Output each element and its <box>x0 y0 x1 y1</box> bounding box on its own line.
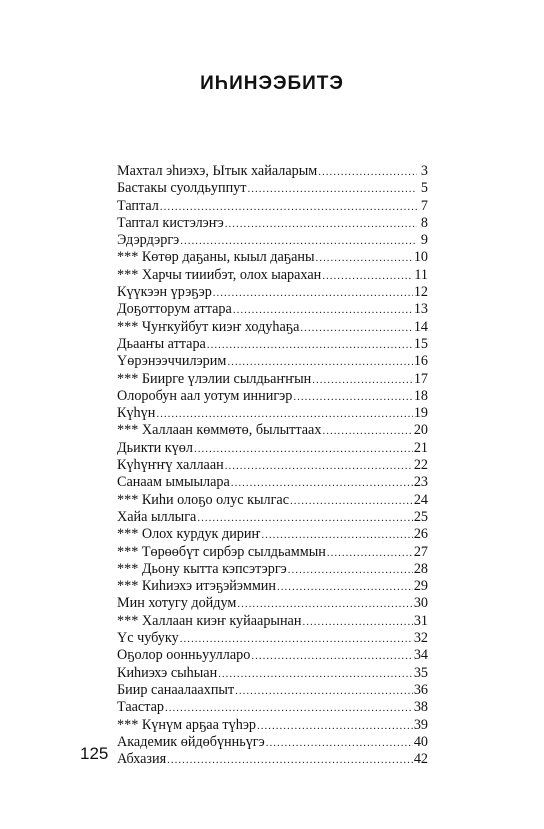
dot-leader <box>277 579 413 596</box>
toc-entry-page: 24 <box>413 491 428 508</box>
toc-entry-title: Таптал <box>117 197 159 214</box>
dot-leader <box>197 510 412 527</box>
toc-entry-title: Доҕотторум аттара <box>117 301 232 318</box>
dot-leader <box>167 752 413 769</box>
toc-entry <box>117 422 428 439</box>
toc-entry-title: *** Халлаан киэҥ куйаарынан <box>117 612 302 629</box>
toc-entry-page: 23 <box>413 474 428 491</box>
dot-leader <box>251 648 412 665</box>
toc-entry-title: Эдэрдэргэ <box>117 232 180 249</box>
toc-entry-page: 35 <box>413 664 428 681</box>
dot-leader <box>225 458 413 475</box>
dot-leader <box>261 527 412 544</box>
dot-leader <box>293 389 412 406</box>
dot-leader <box>316 250 413 267</box>
toc-entry <box>117 734 428 751</box>
toc-entry-page: 20 <box>413 422 428 439</box>
toc-entry-title: Хайа ыллыга <box>117 508 197 525</box>
toc-entry <box>117 301 428 318</box>
dot-leader <box>180 631 413 648</box>
toc-entry-title: Махтал эһиэхэ, Ытык хайаларым <box>117 163 318 179</box>
toc-entry-page: 40 <box>413 733 428 750</box>
toc-entry <box>117 198 428 215</box>
toc-entry-title: *** Төрөөбүт сирбэр сылдьаммын <box>117 543 326 560</box>
toc-entry-title: Дьааҥы аттара <box>117 335 206 352</box>
toc-entry-page: 25 <box>413 508 428 525</box>
toc-entry <box>117 319 428 336</box>
toc-entry-title: Күһүҥҥү халлаан <box>117 457 224 474</box>
toc-entry-title: Биир санаалаахпыт <box>117 681 235 698</box>
toc-entry-title: Бастакы суолдьуппут <box>117 180 247 197</box>
dot-leader <box>213 285 413 302</box>
toc-entry <box>117 544 428 561</box>
dot-leader <box>233 302 413 319</box>
toc-entry <box>117 163 428 180</box>
toc-entry-page: 13 <box>413 301 428 318</box>
toc-entry <box>117 751 428 768</box>
toc-entry <box>117 492 428 509</box>
toc-entry <box>117 249 428 266</box>
dot-leader <box>156 406 412 423</box>
toc-entry-page: 39 <box>413 716 428 733</box>
toc-entry-page: 9 <box>420 232 428 249</box>
toc-entry <box>117 405 428 422</box>
toc-entry-title: *** Көтөр даҕаны, кыыл даҕаны <box>117 249 315 266</box>
toc-entry <box>117 284 428 301</box>
toc-entry-title: *** Харчы тииибэт, олох ыарахан <box>117 266 322 283</box>
dot-leader <box>288 562 413 579</box>
toc-entry-title: Күһүн <box>117 405 156 422</box>
toc-entry-page: 34 <box>413 647 428 664</box>
toc-entry-title: *** Халлаан көммөтө, былыттаах <box>117 422 322 439</box>
dot-leader <box>247 181 417 198</box>
toc-entry-page: 3 <box>420 163 428 179</box>
toc-entry-title: Дьикти күөл <box>117 439 193 456</box>
toc-entry <box>117 682 428 699</box>
toc-entry-title: Таастар <box>117 699 164 716</box>
toc-entry-title: *** Биирге үлэлии сылдьаҥҥын <box>117 370 312 387</box>
dot-leader <box>300 320 412 337</box>
toc-entry-page: 31 <box>413 612 428 629</box>
toc-entry-page: 5 <box>420 180 428 197</box>
dot-leader <box>207 337 413 354</box>
toc-entry <box>117 353 428 370</box>
toc-entry-page: 19 <box>413 405 428 422</box>
toc-entry-page: 12 <box>413 284 428 301</box>
dot-leader <box>218 666 413 683</box>
toc-entry-title: Үөрэнээччилэрим <box>117 353 227 370</box>
toc-entry <box>117 509 428 526</box>
toc-entry-page: 21 <box>413 439 428 456</box>
toc-entry-page: 14 <box>413 318 428 335</box>
dot-leader <box>235 683 413 700</box>
toc-entry <box>117 336 428 353</box>
toc-entry <box>117 180 428 197</box>
toc-entry-page: 28 <box>413 560 428 577</box>
toc-entry-title: Киһиэхэ сыһыан <box>117 664 218 681</box>
toc-entry <box>117 526 428 543</box>
dot-leader <box>318 164 417 181</box>
dot-leader <box>227 354 412 371</box>
toc-entry <box>117 232 428 249</box>
toc-entry-page: 29 <box>413 578 428 595</box>
toc-entry-title: *** Олох курдук дириҥ <box>117 526 261 543</box>
dot-leader <box>257 718 413 735</box>
toc-entry-title: Академик өйдөбүнньүгэ <box>117 733 265 750</box>
page-title: ИҺИНЭЭБИТЭ <box>200 73 344 94</box>
toc-entry-page: 8 <box>420 214 428 231</box>
toc-entry-page: 11 <box>414 266 428 283</box>
toc-entry-title: Абхазия <box>117 751 167 768</box>
toc-entry-page: 22 <box>413 457 428 474</box>
toc-entry <box>117 647 428 664</box>
toc-entry-title: Оҕолор оонньуулларо <box>117 647 251 664</box>
toc-entry-page: 36 <box>413 681 428 698</box>
dot-leader <box>231 475 413 492</box>
toc-entry <box>117 699 428 716</box>
toc-entry-title: Мин хотугу дойдум <box>117 595 237 612</box>
dot-leader <box>225 216 417 233</box>
toc-entry-page: 17 <box>413 370 428 387</box>
toc-entry-title: *** Чуҥкуйбут киэҥ ходуһаҕа <box>117 318 300 335</box>
dot-leader <box>160 199 417 216</box>
toc-entry-page: 30 <box>413 595 428 612</box>
toc-entry <box>117 457 428 474</box>
toc-entry-title: Күүкээн үрэҕэр <box>117 284 212 301</box>
toc-entry <box>117 267 428 284</box>
dot-leader <box>194 441 413 458</box>
toc-entry-page: 27 <box>413 543 428 560</box>
dot-leader <box>180 233 417 250</box>
toc-entry-page: 18 <box>413 387 428 404</box>
dot-leader <box>322 268 413 285</box>
toc-entry <box>117 474 428 491</box>
toc-entry <box>117 388 428 405</box>
toc-entry-page: 42 <box>413 751 428 768</box>
toc-entry <box>117 595 428 612</box>
toc-entry-title: *** Киһи олоҕо олус кылгас <box>117 491 289 508</box>
toc-entry <box>117 215 428 232</box>
toc-entry-title: *** Дьону кытта кэпсэтэргэ <box>117 560 287 577</box>
page-number: 125 <box>80 744 109 763</box>
toc-entry-page: 15 <box>413 335 428 352</box>
toc-entry-page: 10 <box>413 249 428 266</box>
toc-entry <box>117 440 428 457</box>
dot-leader <box>302 614 412 631</box>
toc-entry-page: 38 <box>413 699 428 716</box>
toc-entry-title: *** Киһиэхэ итэҕэйэммин <box>117 578 276 595</box>
dot-leader <box>290 493 413 510</box>
toc-entry-page: 7 <box>420 197 428 214</box>
dot-leader <box>237 596 412 613</box>
dot-leader <box>322 423 412 440</box>
dot-leader <box>165 700 413 717</box>
dot-leader <box>327 545 413 562</box>
table-of-contents <box>117 163 428 768</box>
toc-entry <box>117 561 428 578</box>
toc-entry-page: 16 <box>413 353 428 370</box>
toc-entry-page: 32 <box>413 630 428 647</box>
toc-entry <box>117 665 428 682</box>
toc-entry-title: Таптал кистэлэҥэ <box>117 214 224 231</box>
toc-entry <box>117 613 428 630</box>
toc-entry-title: *** Күнүм арҕаа түһэр <box>117 716 257 733</box>
toc-entry-title: Санаам ымыылара <box>117 474 230 491</box>
toc-entry <box>117 578 428 595</box>
dot-leader <box>312 372 413 389</box>
toc-entry <box>117 717 428 734</box>
toc-entry-title: Олоробун аал уотум иннигэр <box>117 387 293 404</box>
toc-entry <box>117 371 428 388</box>
toc-entry-title: Үс чубуку <box>117 630 179 647</box>
toc-entry-page: 26 <box>413 526 428 543</box>
toc-entry <box>117 630 428 647</box>
dot-leader <box>266 735 413 752</box>
